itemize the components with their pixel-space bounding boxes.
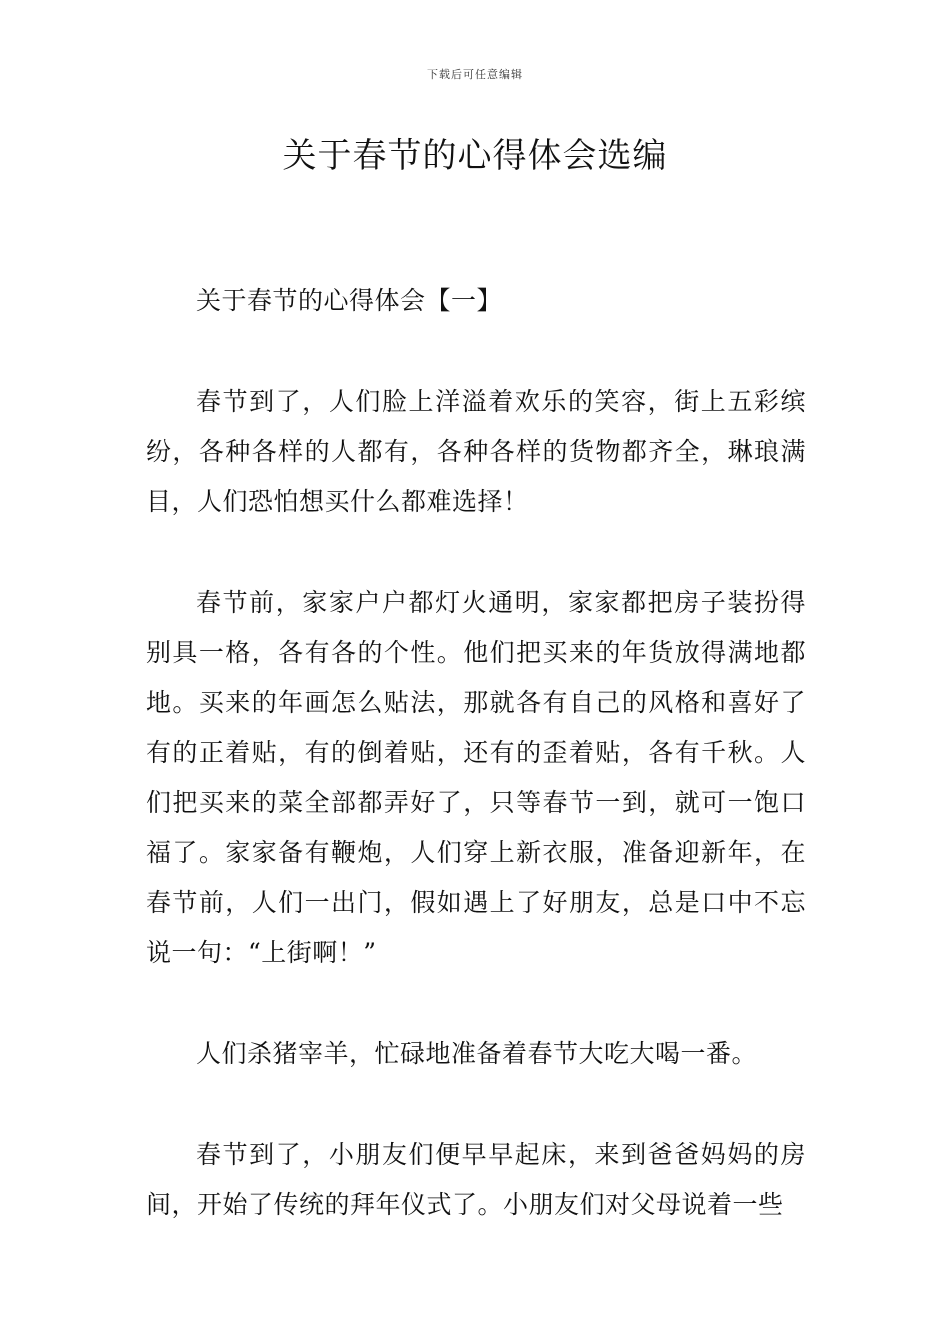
header-note: 下载后可任意编辑: [427, 68, 523, 81]
document-body: [146, 276, 806, 1281]
paragraph-2: 春节前，家家户户都灯火通明，家家都把房子装扮得别具一格，各有各的个性。他们把买来的年货放得满地都地。买来的年画怎么贴法，那就各有自己的风格和喜好了有的正着贴，有的倒着贴，还有的歪着贴，各有千秋。人们把买来的菜全部都弄好了，只等春节一到，就可一饱口福了。家家备有鞭炮，人们穿上新衣服，准备迎新年，在春节前，人们一出门，假如遇上了好朋友，总是口中不忘说一句：“上街啊！”: [146, 588, 806, 967]
paragraph-3: 人们杀猪宰羊，忙碌地准备着春节大吃大喝一番。: [196, 1039, 758, 1068]
document-title: 关于春节的心得体会选编: [282, 136, 668, 176]
section-heading: 关于春节的心得体会【一】: [196, 286, 503, 315]
paragraph-1: 春节到了，人们脸上洋溢着欢乐的笑容，街上五彩缤纷，各种各样的人都有，各种各样的货物都齐全，琳琅满目，人们恐怕想买什么都难选择！: [146, 387, 806, 516]
paragraph-4: 春节到了，小朋友们便早早起床，来到爸爸妈妈的房间，开始了传统的拜年仪式了。小朋友们对父母说着一些: [146, 1140, 806, 1219]
